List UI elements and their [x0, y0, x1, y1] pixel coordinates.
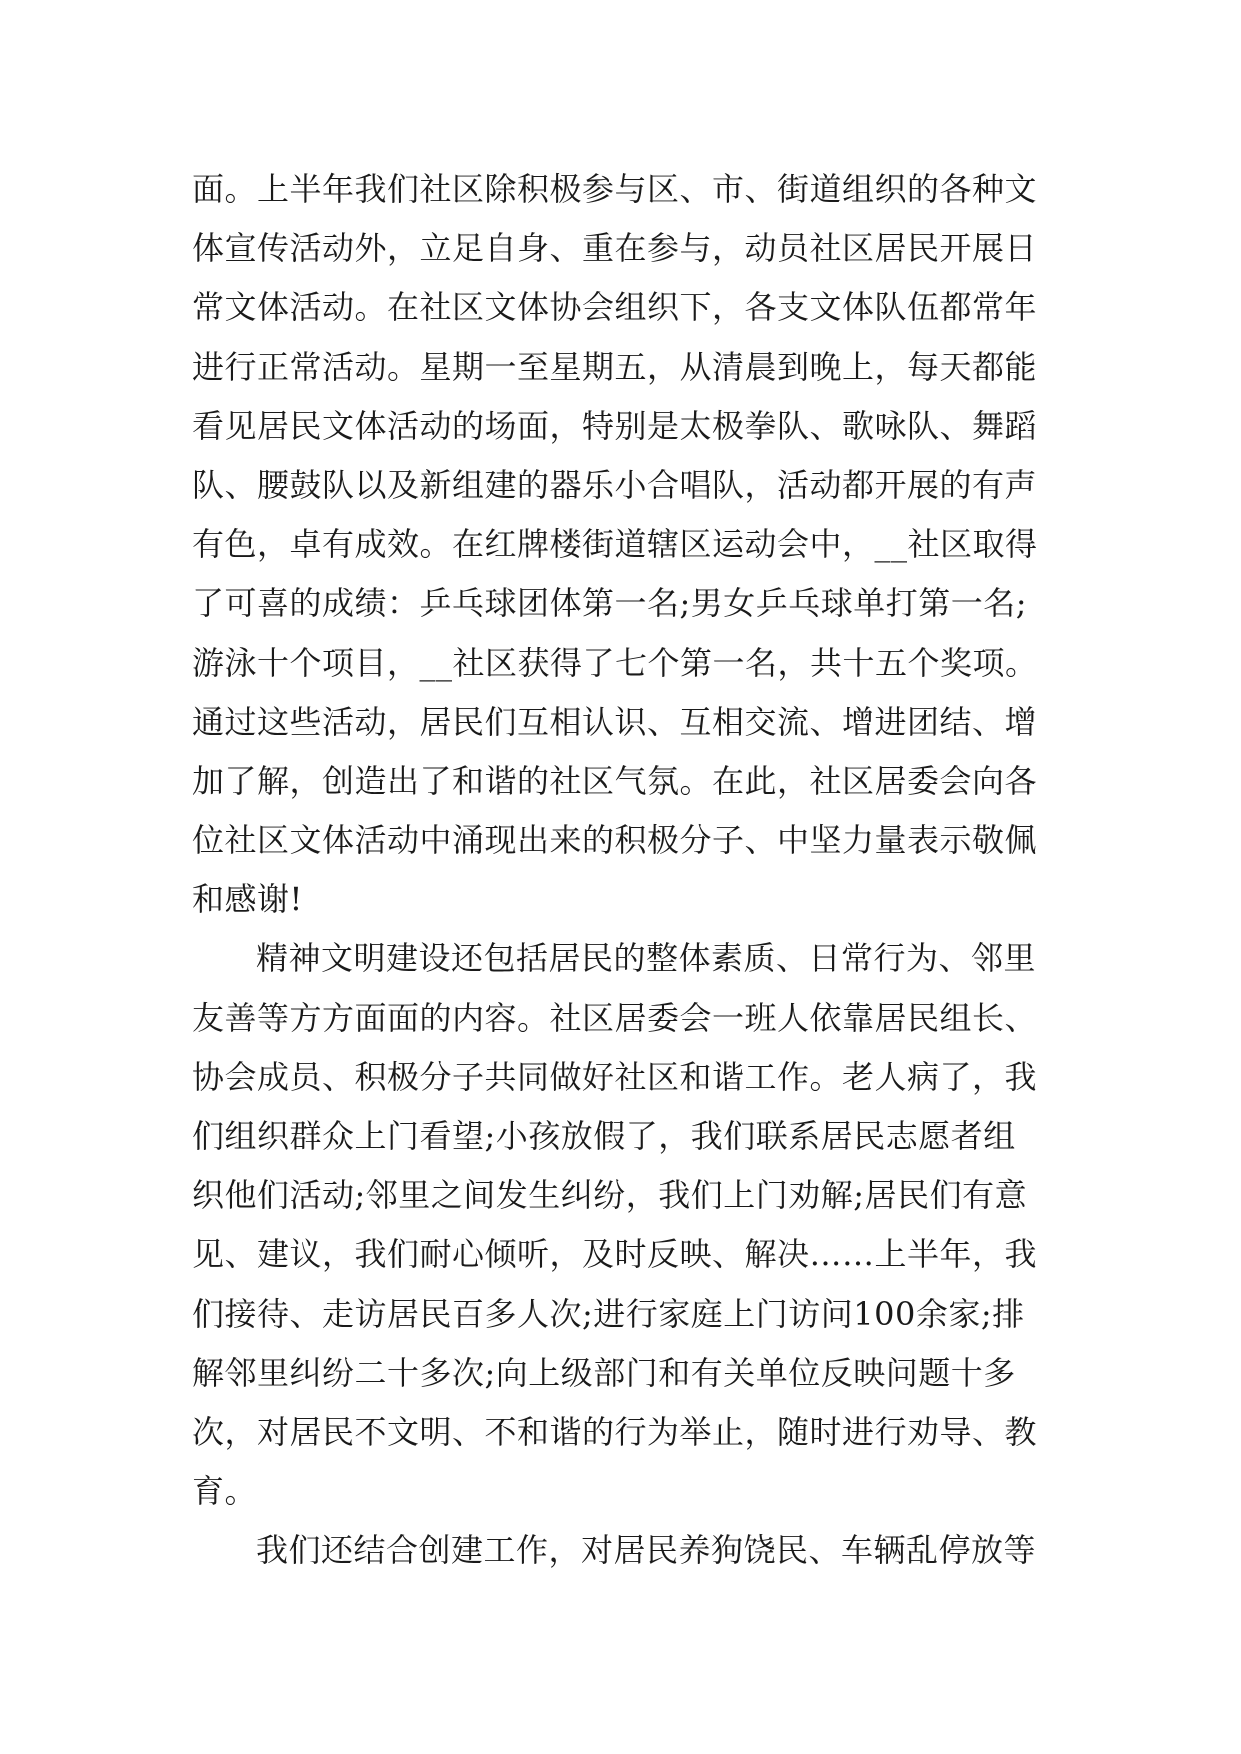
text-line: 织他们活动;邻里之间发生纠纷，我们上门劝解;居民们有意 — [192, 1176, 1028, 1215]
text-line: 们接待、走访居民百多人次;进行家庭上门访问100余家;排 — [192, 1294, 1025, 1333]
text-line: 队、腰鼓队以及新组建的器乐小合唱队，活动都开展的有声 — [192, 465, 1038, 504]
text-line: 们组织群众上门看望;小孩放假了，我们联系居民志愿者组 — [192, 1117, 1016, 1155]
text-line: 了可喜的成绩：乒乓球团体第一名;男女乒乓球单打第一名; — [192, 584, 1028, 623]
text-line: 进行正常活动。星期一至星期五，从清晨到晚上，每天都能 — [192, 347, 1038, 386]
text-line: 有色，卓有成效。在红牌楼街道辖区运动会中，__社区取得 — [192, 525, 1038, 564]
body-text — [192, 160, 1072, 1581]
text-line: 友善等方方面面的内容。社区居委会一班人依靠居民组长、 — [192, 998, 1038, 1037]
text-line: 解邻里纠纷二十多次;向上级部门和有关单位反映问题十多 — [192, 1353, 1016, 1392]
text-line: 体宣传活动外，立足自身、重在参与，动员社区居民开展日 — [192, 229, 1038, 268]
text-line: 协会成员、积极分子共同做好社区和谐工作。老人病了，我 — [192, 1057, 1038, 1096]
text-line: 见、建议，我们耐心倾听，及时反映、解决……上半年，我 — [192, 1235, 1038, 1274]
paragraph-start-line: 精神文明建设还包括居民的整体素质、日常行为、邻里 — [256, 939, 1037, 978]
text-line: 游泳十个项目，__社区获得了七个第一名，共十五个奖项。 — [192, 643, 1038, 682]
text-line: 常文体活动。在社区文体协会组织下，各支文体队伍都常年 — [192, 288, 1038, 327]
text-line: 加了解，创造出了和谐的社区气氛。在此，社区居委会向各 — [192, 761, 1038, 800]
text-line: 看见居民文体活动的场面，特别是太极拳队、歌咏队、舞蹈 — [192, 406, 1038, 445]
text-line: 次，对居民不文明、不和谐的行为举止，随时进行劝导、教 — [192, 1412, 1038, 1451]
text-line: 和感谢! — [192, 880, 303, 919]
text-line: 面。上半年我们社区除积极参与区、市、街道组织的各种文 — [192, 170, 1038, 208]
text-line: 通过这些活动，居民们互相认识、互相交流、增进团结、增 — [192, 702, 1038, 741]
paragraph-start-line: 我们还结合创建工作，对居民养狗饶民、车辆乱停放等 — [256, 1531, 1037, 1570]
text-line: 位社区文体活动中涌现出来的积极分子、中坚力量表示敬佩 — [192, 821, 1038, 860]
text-line: 育。 — [192, 1472, 258, 1511]
